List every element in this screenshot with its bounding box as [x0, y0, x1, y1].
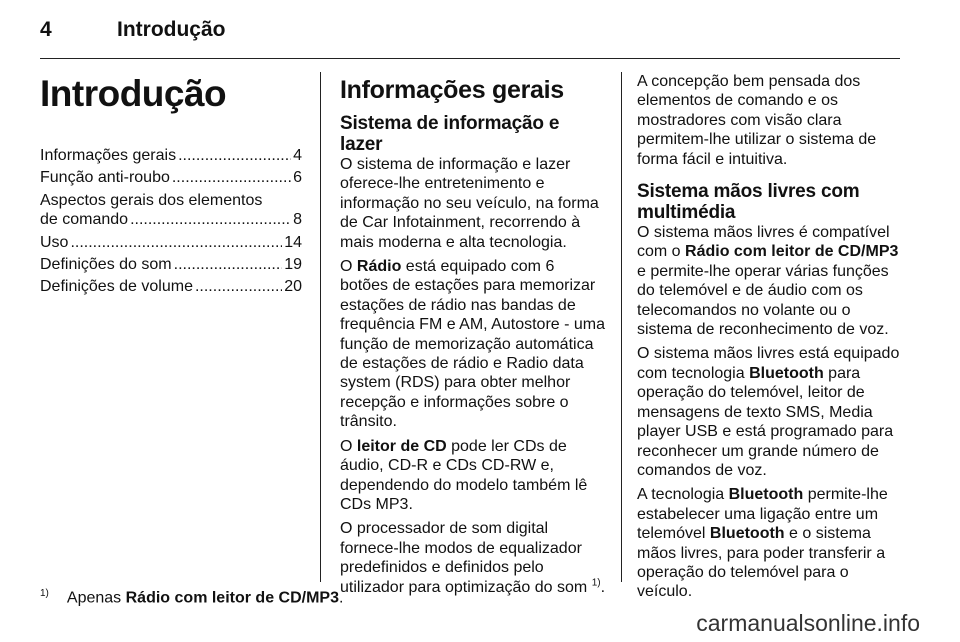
bold-term: leitor de CD: [356, 437, 447, 455]
toc-entry-text: Uso: [40, 233, 69, 251]
subheading-handsfree: Sistema mãos livres com multimédia: [637, 181, 860, 224]
bold-term: Rádio com leitor de CD/MP3: [685, 243, 899, 261]
toc-leader-dots: [70, 233, 282, 252]
toc-entry[interactable]: [40, 277, 302, 296]
footnote: $^{1)}$ Apenas Rádio com leitor de CD/MP3.: [40, 588, 344, 607]
main-heading: Informações gerais: [340, 76, 564, 104]
toc-entry[interactable]: [40, 233, 302, 252]
column-divider-left: [320, 72, 321, 582]
toc-page-number: 6: [293, 169, 302, 187]
toc-entry-text: Definições de volume: [40, 278, 193, 296]
footnote-mark: 1): [40, 588, 49, 599]
paragraph: A tecnologia Bluetooth permite-lhe estabelecer uma ligação entre um telemóvel Bluetooth e o sistema mãos livres, para poder transferir a operação do telemóvel para o veículo.: [637, 486, 888, 601]
toc-leader-dots: [195, 277, 282, 296]
toc-page-number: 14: [284, 233, 302, 251]
bold-term: Bluetooth: [728, 486, 804, 504]
section-title: Introdução: [40, 73, 227, 114]
bold-term: Bluetooth: [749, 364, 824, 382]
paragraph: O leitor de CD pode ler CDs de áudio, CD-R e CDs CD-RW e, dependendo do modelo também lê CDs MP3.: [340, 437, 588, 513]
toc-leader-dots: [130, 210, 291, 229]
bold-term: Rádio: [356, 258, 402, 276]
toc-entry-text: Aspectos gerais dos elementos: [40, 191, 263, 209]
header-title: Introdução: [117, 18, 226, 41]
subheading-infotainment: Sistema de informação e lazer: [340, 113, 560, 155]
table-of-contents: [40, 146, 302, 297]
toc-entry-text: Função anti-roubo: [40, 169, 170, 187]
toc-entry-text: Informações gerais: [40, 147, 177, 164]
toc-leader-dots: [178, 146, 291, 165]
footnote-reference: 1): [591, 577, 601, 589]
toc-entry-text: de comando: [40, 211, 129, 229]
page-number: 4: [40, 18, 52, 41]
toc-page-number: 8: [293, 211, 302, 229]
toc-entry[interactable]: [40, 146, 302, 165]
toc-column: [40, 72, 302, 300]
toc-entry[interactable]: [40, 255, 302, 274]
toc-entry-text: Definições do som: [40, 256, 172, 274]
toc-entry[interactable]: [40, 191, 302, 230]
paragraph: O sistema de informação e lazer oferece-lhe entretenimento e informação no seu veículo, na forma de Car Infotainment, recorrendo à mais moderna e alta tecnologia.: [340, 156, 599, 251]
page-header: [40, 18, 920, 48]
content-column-middle: [340, 72, 606, 602]
paragraph: O sistema mãos livres está equipado com tecnologia Bluetooth para operação do telemóvel, leitor de mensagens de texto SMS, Media player USB e está programado para reconhecer um grande número de comandos de voz.: [637, 345, 900, 479]
toc-page-number: 20: [284, 278, 302, 296]
column-divider-right: [621, 72, 622, 582]
toc-page-number: 19: [284, 256, 302, 274]
watermark: carmanualsonline.info: [696, 610, 920, 636]
toc-leader-dots: [174, 255, 283, 274]
toc-leader-dots: [172, 168, 291, 187]
paragraph: A concepção bem pensada dos elementos de comando e os mostradores com visão clara permitem-lhe utilizar o sistema de forma fácil e intuitiva.: [637, 73, 877, 168]
paragraph: O sistema mãos livres é compatível com o Rádio com leitor de CD/MP3 e permite-lhe operar várias funções do telemóvel e de áudio com os telecomandos no volante ou o sistema de reconhecimento de voz.: [637, 224, 899, 339]
content-column-right: [637, 72, 907, 607]
toc-page-number: 4: [293, 147, 302, 164]
bold-term: Rádio com leitor de CD/MP3: [125, 589, 339, 607]
paragraph: O Rádio está equipado com 6 botões de estações para memorizar estações de rádio nas bandas de frequência FM e AM, Autostore - uma função de memorização automática de estações de rádio e Radio data system (RDS) para obter melhor recepção e informações sobre o trânsito.: [340, 258, 606, 431]
bold-term: Bluetooth: [709, 525, 785, 543]
toc-entry[interactable]: [40, 168, 302, 187]
header-divider: [40, 58, 900, 59]
paragraph: O processador de som digital fornece-lhe modos de equalizador predefinidos e definidos pelo utilizador para optimização do som $^{1)}$.: [340, 520, 606, 596]
